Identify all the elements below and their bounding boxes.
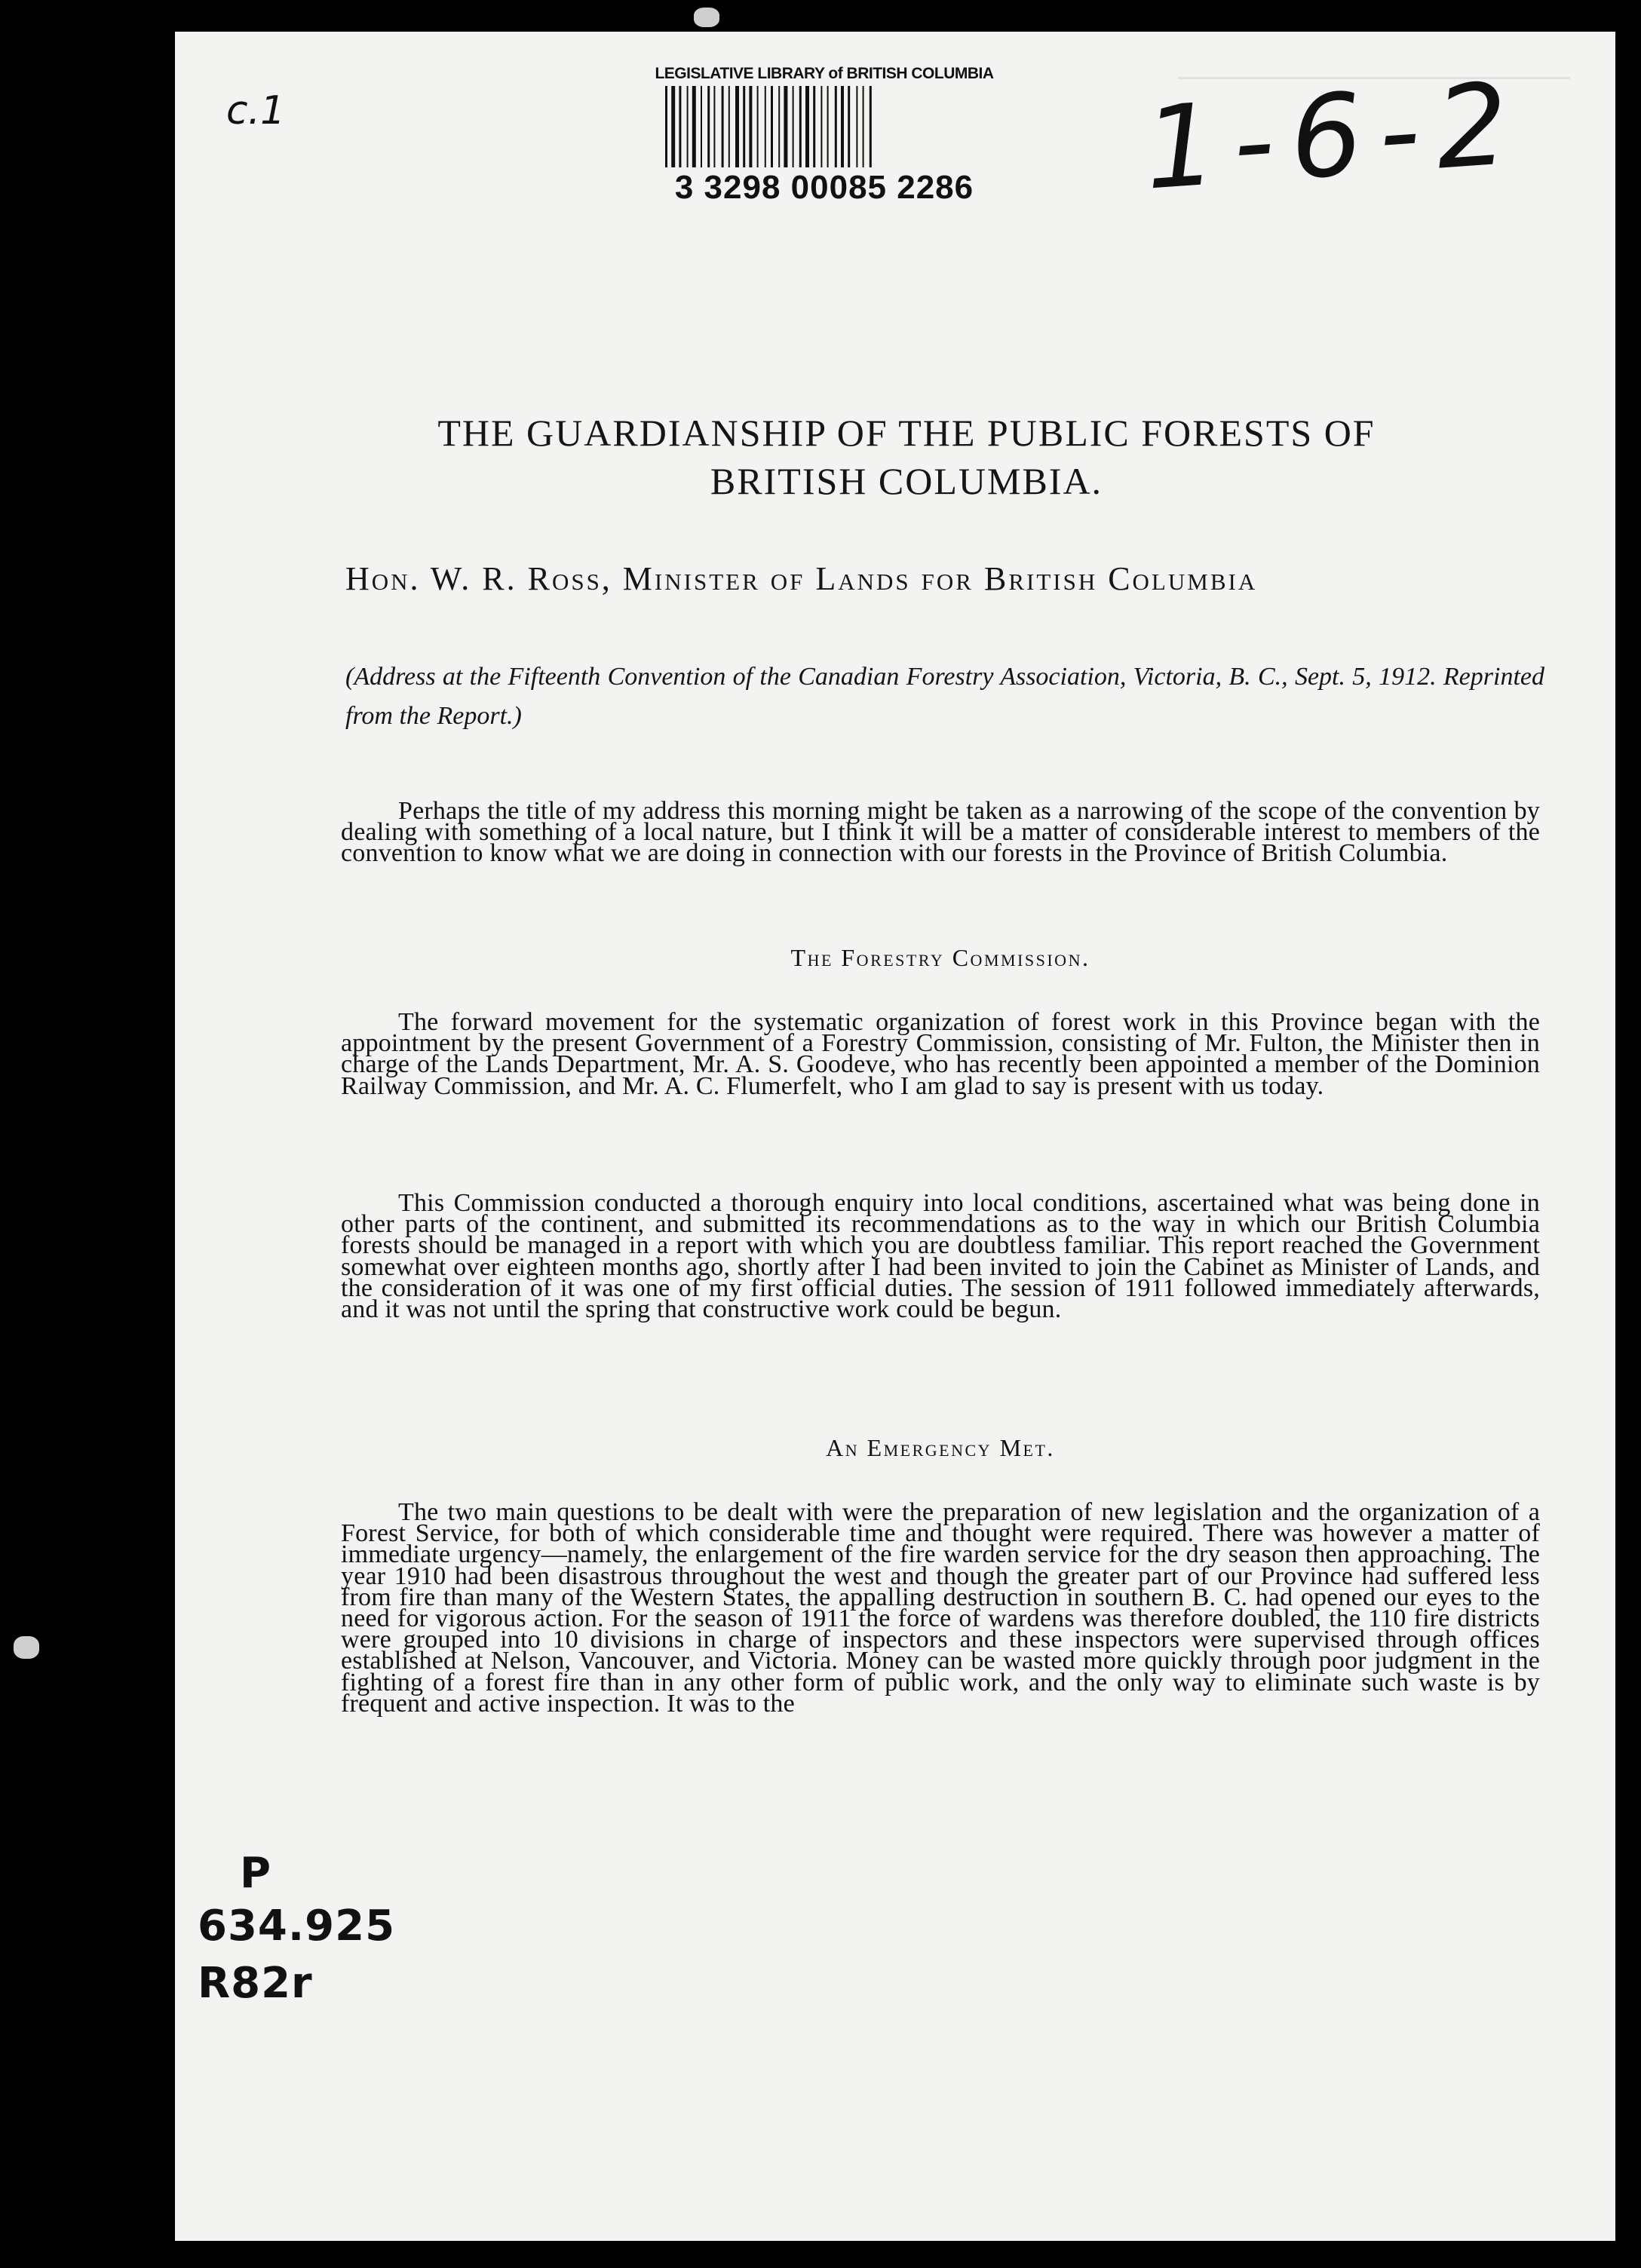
author-line: Hon. W. R. Ross, Minister of Lands for British Columbia — [345, 560, 1258, 597]
paragraph-commission-enquiry: This Commission conducted a thorough enquiry into local conditions, ascertained what was being done in other parts of the continent, and submitted its recommendations as to the way in which our British Columbia forests should be managed in a report with which you are doubtless familiar. This report reached the Government somewhat over eighteen months ago, shortly after I had been invited to join the Cabinet as Minister of Lands, and the consideration of it was one of my first official duties. The session of 1911 followed immediately afterwards, and it was not until the spring that constructive work could be begun. — [341, 1189, 1540, 1324]
barcode-bar — [848, 86, 850, 167]
address-note: (Address at the Fifteenth Convention of the Canadian Forestry Association, Victoria, B. C., Sept. 5, 1912. Reprinted from the Report.) — [345, 663, 1544, 730]
scan-speck — [694, 8, 719, 27]
barcode-bar — [820, 86, 822, 167]
scan-speck — [14, 1636, 39, 1659]
barcode-bar — [841, 86, 844, 167]
barcode-bar — [679, 86, 681, 167]
paragraph-forward-movement: The forward movement for the systematic organization of forest work in this Province began with the appointment by the present Government of a Forestry Commission, consisting of Mr. Fulton, the Minister then in charge of the Lands Department, Mr. A. S. Goodeve, who has recently been appointed a member of the Dominion Railway Commission, and Mr. A. C. Flumerfelt, who I am glad to say is present with us today. — [341, 1008, 1540, 1100]
barcode-bar — [799, 86, 802, 167]
call-number-line-1: P — [240, 1849, 272, 1898]
paragraph-intro: Perhaps the title of my address this morning might be taken as a narrowing of the scope of the convention by dealing with something of a local nature, but I think it will be a matter of considerable interest to members of the convention to know what we are doing in connection with our forests in the Province of British Columbia. — [341, 797, 1540, 868]
barcode-bar — [827, 86, 829, 167]
barcode-bar — [813, 86, 815, 167]
handwritten-shelf-number: 1-6-2 — [1140, 57, 1529, 216]
handwritten-copy-mark: c.1 — [226, 88, 286, 133]
barcode-bar — [687, 86, 689, 167]
barcode-bar — [735, 86, 739, 167]
barcode-bar — [870, 86, 872, 167]
barcode-number: 3 3298 00085 2286 — [674, 169, 974, 206]
heading-forestry-commission: The Forestry Commission. — [790, 944, 1090, 971]
barcode-bar — [671, 86, 675, 167]
barcode-bar — [692, 86, 696, 167]
heading-emergency-met: An Emergency Met. — [826, 1434, 1055, 1461]
barcode-bar — [856, 86, 857, 167]
title-line-1: THE GUARDIANSHIP OF THE PUBLIC FORESTS OF — [437, 412, 1376, 454]
barcode-bar — [805, 86, 809, 167]
barcode-bar — [749, 86, 752, 167]
barcode-label: LEGISLATIVE LIBRARY of BRITISH COLUMBIA — [655, 65, 994, 82]
barcode-bar — [701, 86, 702, 167]
document-title — [265, 409, 1547, 505]
barcode-bar — [757, 86, 759, 167]
barcode-bar — [765, 86, 766, 167]
library-barcode — [655, 65, 994, 207]
barcode-bar — [707, 86, 710, 167]
barcode-bar — [722, 86, 724, 167]
barcode-bar — [835, 86, 837, 167]
paragraph-emergency: The two main questions to be dealt with were the preparation of new legislation and the organization of a Forest Service, for both of which considerable time and thought were required. There was however a matter of immediate urgency—namely, the enlargement of the fire warden service for the dry season then approaching. The year 1910 had been disastrous throughout the west and though the greater part of our Province had suffered less from fire than many of the Western States, the appalling destruction in southern B. C. had opened our eyes to the need for vigorous action. For the season of 1911 the force of wardens was therefore doubled, the 110 fire districts were grouped into 10 divisions in charge of inspectors and these inspectors were supervised through offices established at Nelson, Vancouver, and Victoria. Money can be wasted more quickly through poor judgment in the fighting of a forest fire than in any other form of public work, and the only way to eliminate such waste is by frequent and active inspection. It was to the — [341, 1498, 1540, 1718]
call-number-line-2: 634.925 — [198, 1902, 396, 1951]
barcode-bar — [771, 86, 773, 167]
title-line-2: BRITISH COLUMBIA. — [710, 460, 1103, 502]
document-page — [175, 32, 1615, 2241]
barcode-bar — [793, 86, 794, 167]
barcode-bar — [784, 86, 787, 167]
barcode-bar — [665, 86, 667, 167]
barcode-bar — [743, 86, 745, 167]
barcode-bar — [728, 86, 730, 167]
call-number-line-3: R82r — [198, 1959, 313, 2008]
barcode-bars — [662, 86, 986, 167]
barcode-bar — [713, 86, 715, 167]
barcode-bar — [863, 86, 864, 167]
barcode-bar — [778, 86, 780, 167]
